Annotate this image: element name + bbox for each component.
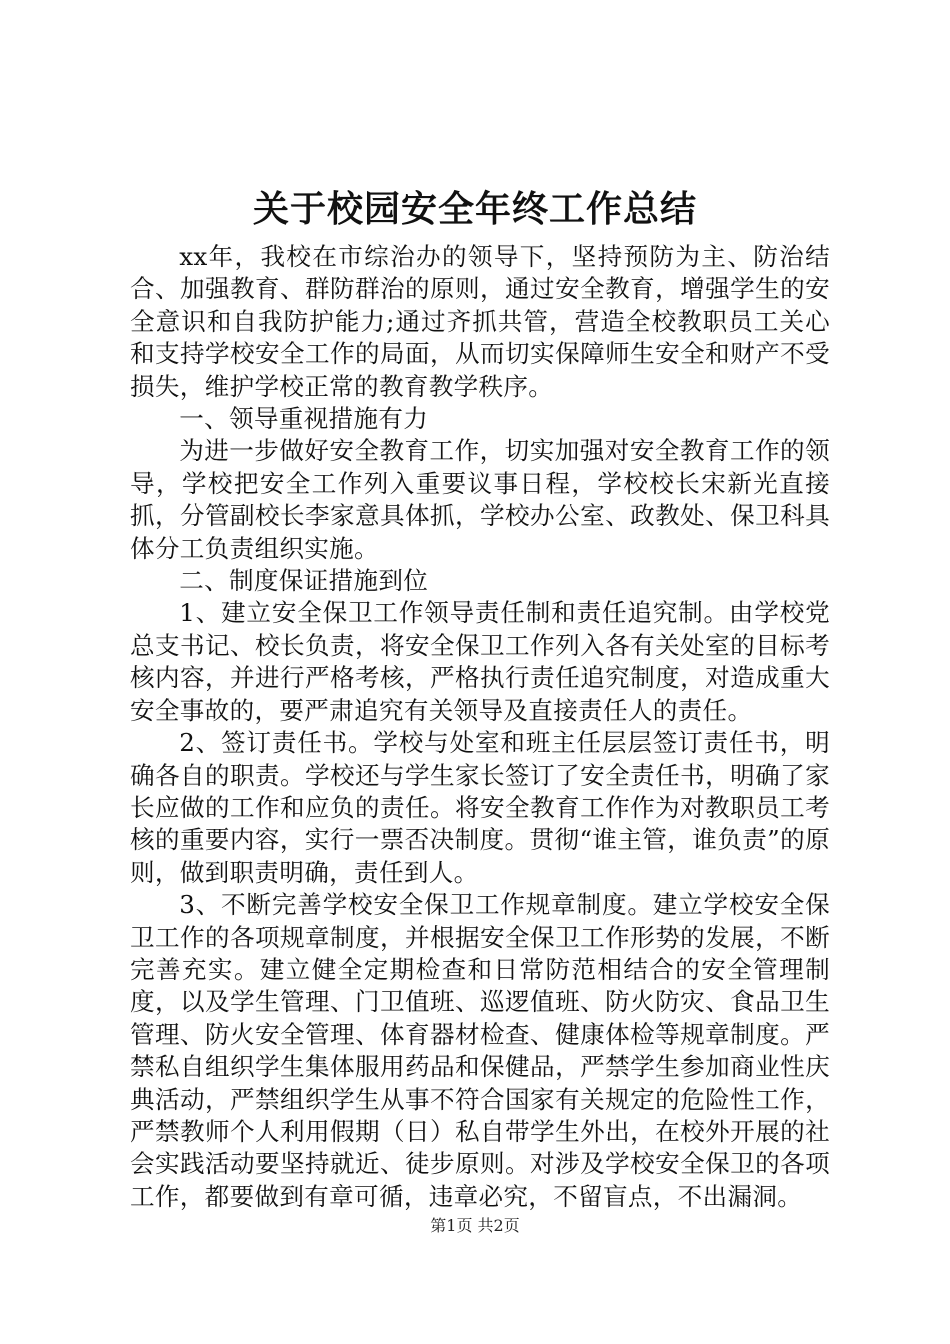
document-title: 关于校园安全年终工作总结 <box>252 189 697 230</box>
section-heading-2: 二、制度保证措施到位 <box>179 566 429 596</box>
section-heading-1: 一、领导重视措施有力 <box>179 404 429 434</box>
intro-paragraph: xx年，我校在市综治办的领导下，坚持预防为主、防治结合、加强教育、群防群治的原则，通过安全教育，增强学生的安全意识和自我防护能力;通过齐抓共管，营造全校教职员工关心和支持学校安全工作的局面，从而切实保障师生安全和财产不受损失，维护学校正常的教育教学秩序。 <box>130 242 830 401</box>
section-2-item-1: 1、建立安全保卫工作领导责任制和责任追究制。由学校党总支书记、校长负责，将安全保卫工作列入各有关处室的目标考核内容，并进行严格考核，严格执行责任追究制度，对造成重大安全事故的，要严肃追究有关领导及直接责任人的责任。 <box>130 598 830 725</box>
section-2-item-3: 3、不断完善学校安全保卫工作规章制度。建立学校安全保卫工作的各项规章制度，并根据安全保卫工作形势的发展，不断完善充实。建立健全定期检查和日常防范相结合的安全管理制度，以及学生管理、门卫值班、巡逻值班、防火防灾、食品卫生管理、防火安全管理、体育器材检查、健康体检等规章制度。严禁私自组织学生集体服用药品和保健品，严禁学生参加商业性庆典活动，严禁组织学生从事不符合国家有关规定的危险性工作，严禁教师个人利用假期（日）私自带学生外出，在校外开展的社会实践活动要坚持就近、徒步原则。对涉及学校安全保卫的各项工作，都要做到有章可循，违章必究，不留盲点，不出漏洞。 <box>130 890 830 1211</box>
section-1-paragraph: 为进一步做好安全教育工作，切实加强对安全教育工作的领导，学校把安全工作列入重要议事日程，学校校长宋新光直接抓，分管副校长李家意具体抓，学校办公室、政教处、保卫科具体分工负责组织实施。 <box>130 436 830 563</box>
page-footer: 第1页 共2页 <box>430 1216 520 1235</box>
section-2-item-2: 2、签订责任书。学校与处室和班主任层层签订责任书，明确各自的职责。学校还与学生家长签订了安全责任书，明确了家长应做的工作和应负的责任。将安全教育工作作为对教职员工考核的重要内容，实行一票否决制度。贯彻“谁主管，谁负责”的原则，做到职责明确，责任到人。 <box>130 728 830 887</box>
document-body <box>130 241 830 1213</box>
